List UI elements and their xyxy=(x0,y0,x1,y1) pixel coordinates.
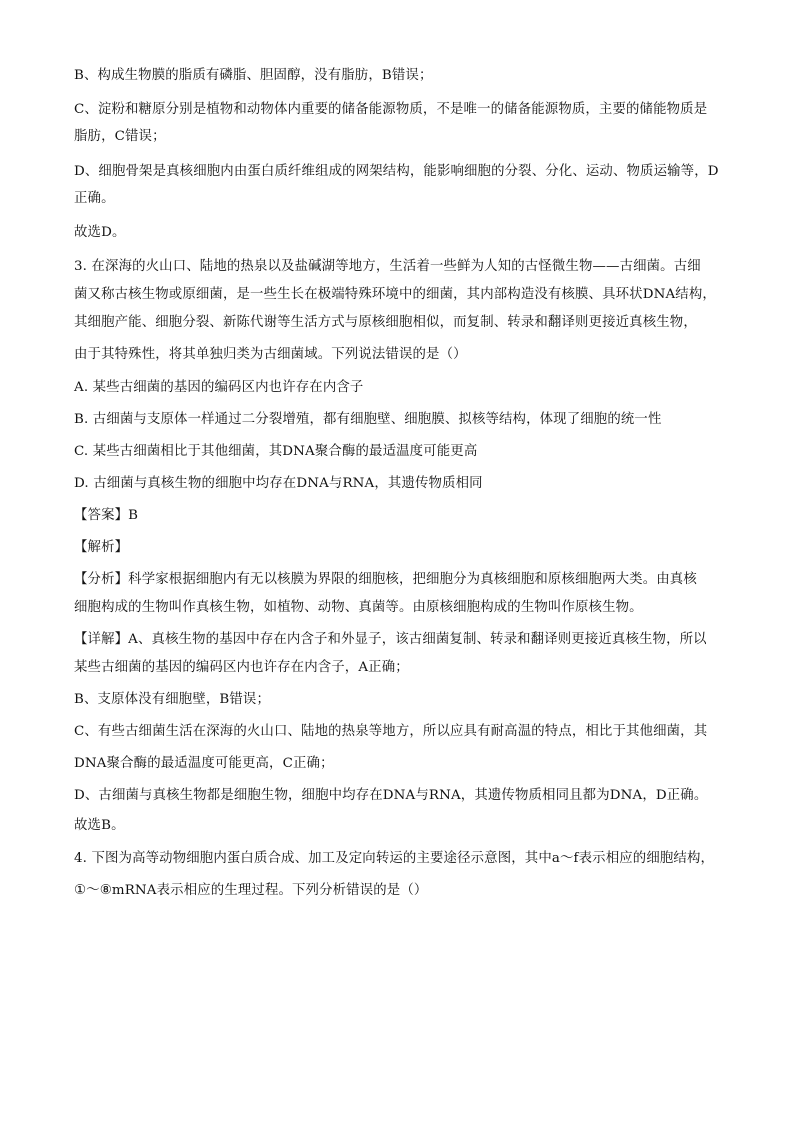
detail-option-c: C、有些古细菌生活在深海的火山口、陆地的热泉等地方，所以应具有耐高温的特点，相比于其他细菌，其 xyxy=(74,724,708,739)
analysis-label: 【解析】 xyxy=(74,540,129,555)
question-3-stem-line-2: 菌又称古核生物或原细菌，是一些生长在极端特殊环境中的细菌，其内部构造没有核膜、具环状DNA结构， xyxy=(74,287,716,302)
detail-option-d: D、古细菌与真核生物都是细胞生物，细胞中均存在DNA与RNA，其遗传物质相同且都为DNA，D正确。 xyxy=(74,788,708,803)
text-line-choice-d: 故选D。 xyxy=(74,225,126,240)
text-line-option-c-analysis-cont: 脂肪，C错误； xyxy=(74,129,166,144)
text-line-option-d-analysis-cont: 正确。 xyxy=(74,191,115,206)
question-3-option-a: A. 某些古细菌的基因的编码区内也许存在内含子 xyxy=(74,380,364,395)
detail-explanation-cont: 某些古细菌的基因的编码区内也许存在内含子，A正确； xyxy=(74,660,409,675)
text-line-option-d-analysis: D、细胞骨架是真核细胞内由蛋白质纤维组成的网架结构，能影响细胞的分裂、分化、运动、物质运输等，D xyxy=(74,164,719,179)
question-3-option-d: D. 古细菌与真核生物的细胞中均存在DNA与RNA，其遗传物质相同 xyxy=(74,476,483,491)
choice-b: 故选B。 xyxy=(74,818,125,833)
question-3-stem-line-3: 其细胞产能、细胞分裂、新陈代谢等生活方式与原核细胞相似，而复制、转录和翻译则更接近真核生物， xyxy=(74,315,697,330)
detail-option-c-cont: DNA聚合酶的最适温度可能更高，C正确； xyxy=(74,756,334,771)
question-3-stem: 3. 在深海的火山口、陆地的热泉以及盐碱湖等地方，生活着一些鲜为人知的古怪微生物——古细菌。古细 xyxy=(74,259,701,274)
text-line-option-c-analysis: C、淀粉和糖原分别是植物和动物体内重要的储备能源物质，不是唯一的储备能源物质，主要的储能物质是 xyxy=(74,102,708,117)
question-3-stem-line-4: 由于其特殊性，将其单独归类为古细菌域。下列说法错误的是（） xyxy=(74,347,467,362)
answer-label: 【答案】B xyxy=(74,508,139,523)
question-4-stem-line-2: ①～⑧mRNA表示相应的生理过程。下列分析错误的是（） xyxy=(74,883,428,898)
question-4-stem: 4. 下图为高等动物细胞内蛋白质合成、加工及定向转运的主要途径示意图，其中a～f表示相应的细胞结构， xyxy=(74,851,715,866)
analysis-intro-cont: 细胞构成的生物叫作真核生物，如植物、动物、真菌等。由原核细胞构成的生物叫作原核生物。 xyxy=(74,600,643,615)
detail-option-b: B、支原体没有细胞壁，B错误； xyxy=(74,692,271,707)
question-3-option-b: B. 古细菌与支原体一样通过二分裂增殖，都有细胞壁、细胞膜、拟核等结构，体现了细胞的统一性 xyxy=(74,412,662,427)
detail-explanation: 【详解】A、真核生物的基因中存在内含子和外显子，该古细菌复制、转录和翻译则更接近真核生物，所以 xyxy=(74,632,707,647)
analysis-intro: 【分析】科学家根据细胞内有无以核膜为界限的细胞核，把细胞分为真核细胞和原核细胞两大类。由真核 xyxy=(74,572,697,587)
question-3-option-c: C. 某些古细菌相比于其他细菌，其DNA聚合酶的最适温度可能更高 xyxy=(74,444,478,459)
text-line-option-b-analysis: B、构成生物膜的脂质有磷脂、胆固醇，没有脂肪，B错误； xyxy=(74,68,433,83)
